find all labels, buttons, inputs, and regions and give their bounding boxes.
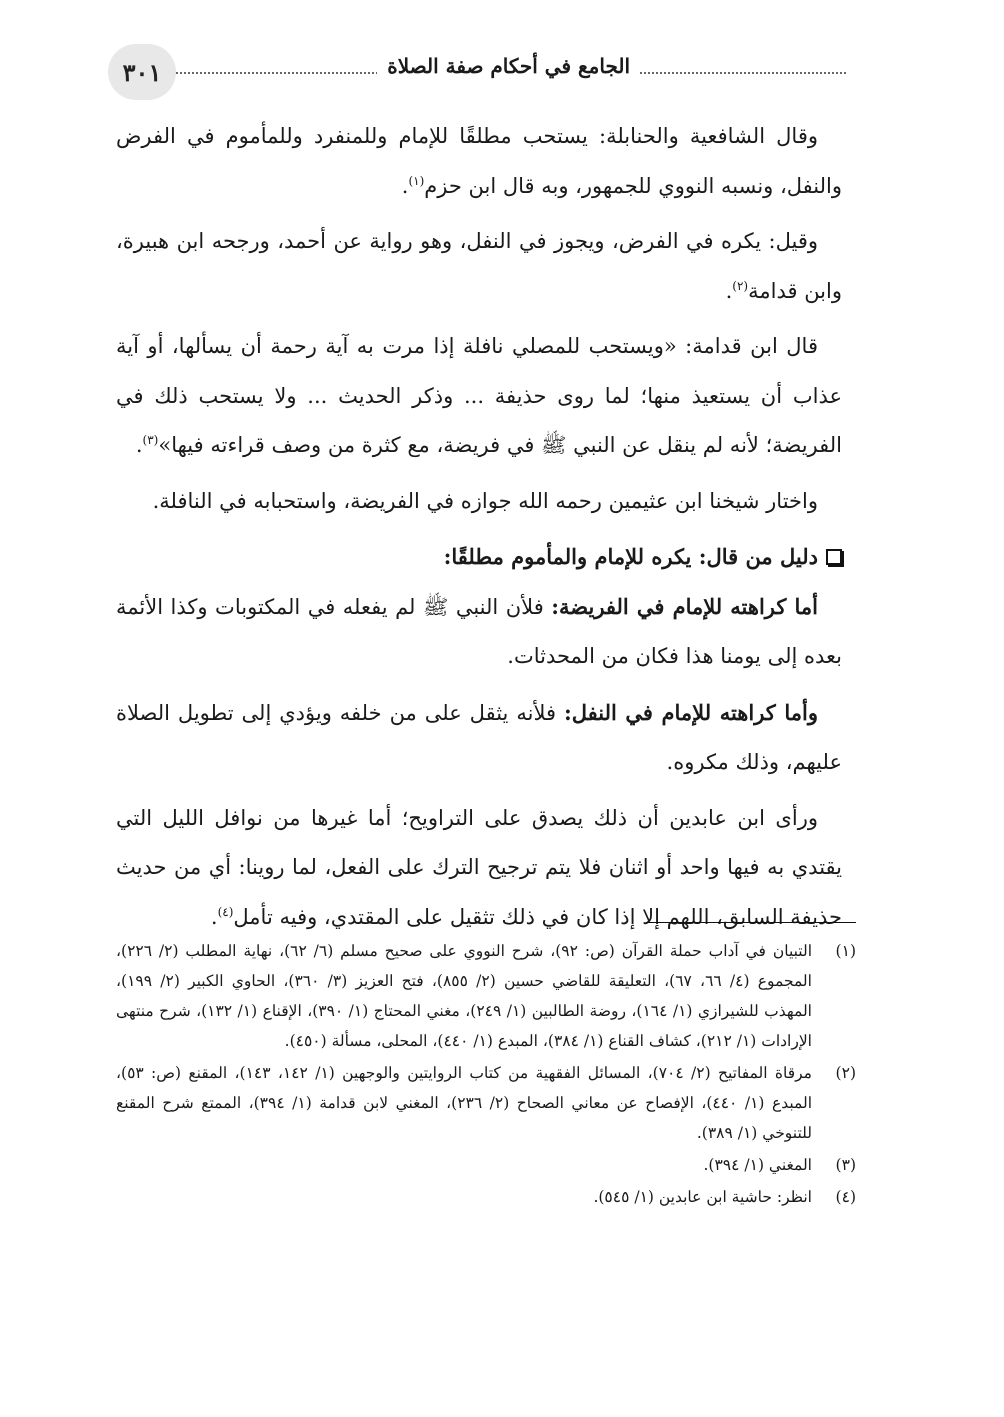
- paragraph-6-lead: وأما كراهته للإمام في النفل:: [563, 699, 818, 725]
- footnote-number: (١): [835, 942, 856, 960]
- page-number: ٣٠١: [108, 44, 176, 100]
- section-heading: دليل من قال: يكره للإمام والمأموم مطلقًا:: [116, 532, 842, 582]
- paragraph-1: وقال الشافعية والحنابلة: يستحب مطلقًا للإمام وللمنفرد وللمأموم في الفرض والنفل، ونسبه النووي للجمهور، وبه قال ابن حزم$^{(١)}$.: [116, 124, 842, 198]
- footnote-text: انظر: حاشية ابن عابدين (١/ ٥٤٥).: [593, 1188, 812, 1206]
- paragraph-2: وقيل: يكره في الفرض، ويجوز في النفل، وهو رواية عن أحمد، ورجحه ابن هبيرة، وابن قدامة$^{(٢)}$.: [116, 229, 842, 303]
- footnote-2: [116, 1058, 856, 1148]
- checkbox-bullet-icon: [826, 549, 842, 565]
- footnote-4: [116, 1182, 856, 1212]
- running-header: [108, 44, 848, 104]
- paragraph-3: قال ابن قدامة: «ويستحب للمصلي نافلة إذا مرت به آية رحمة أن يسألها، أو آية عذاب أن يستعيذ منها؛ لما روى حذيفة ... وذكر الحديث ... ولا يستحب ذلك في الفريضة؛ لأنه لم ينقل عن النبي ﷺ في فريضة، مع كثرة من وصف قراءته فيها»$^{(٣)}$.: [116, 334, 842, 457]
- footnotes: [116, 936, 856, 1214]
- footnote-number: (٤): [835, 1188, 856, 1206]
- footnote-ref-2[interactable]: (٢): [732, 278, 749, 293]
- footnote-1: [116, 936, 856, 1056]
- paragraph-4: واختار شيخنا ابن عثيمين رحمه الله جوازه في الفريضة، واستحبابه في النافلة.: [152, 488, 818, 513]
- footnote-number: (٢): [835, 1064, 856, 1082]
- paragraph-6: وأما كراهته للإمام في النفل: فلأنه يثقل على من خلفه ويؤدي إلى تطويل الصلاة عليهم، وذلك مكروه.: [116, 699, 842, 774]
- footnote-text: المغني (١/ ٣٩٤).: [703, 1156, 812, 1174]
- paragraph-5: أما كراهته للإمام في الفريضة: فلأن النبي ﷺ لم يفعله في المكتوبات وكذا الأئمة بعده إلى يومنا هذا فكان من المحدثات.: [116, 593, 842, 668]
- footnote-separator: [646, 922, 856, 923]
- paragraph-5-lead: أما كراهته للإمام في الفريضة:: [551, 593, 819, 619]
- footnote-text: التبيان في آداب حملة القرآن (ص: ٩٢)، شرح النووي على صحيح مسلم (٦/ ٦٢)، نهاية المطلب (٢/ ٢٢٦)، المجموع (٤/ ٦٦، ٦٧)، التعليقة للقاضي حسين (٢/ ٨٥٥)، فتح العزيز (٣/ ٣٦٠)، الحاوي الكبير (٢/ ١٩٩)، المهذب للشيرازي (١/ ١٦٤)، روضة الطالبين (١/ ٢٤٩)، مغني المحتاج (١/ ٣٩٠)، الإقناع (١/ ١٣٢)، شرح منتهى الإرادات (١/ ٢١٢)، كشاف القناع (١/ ٣٨٤)، المبدع (١/ ٤٤٠)، المحلى، مسألة (٤٥٠).: [116, 942, 813, 1050]
- footnote-ref-3[interactable]: (٣): [142, 433, 159, 447]
- footnote-ref-1[interactable]: (١): [408, 173, 425, 188]
- footnote-3: [116, 1150, 856, 1180]
- book-title: الجامع في أحكام صفة الصلاة: [377, 54, 640, 78]
- footnote-number: (٣): [835, 1156, 856, 1174]
- main-text: [116, 112, 842, 948]
- paragraph-7: ورأى ابن عابدين أن ذلك يصدق على التراويح؛ أما غيرها من نوافل الليل التي يقتدي به فيها واحد أو اثنان فلا يتم ترجيح الترك على الفعل، لما روينا: أي من حديث حذيفة السابق، اللهم إلا إذا كان في ذلك تثقيل على المقتدي، وفيه تأمل$^{(٤)}$.: [116, 805, 842, 929]
- footnote-text: مرقاة المفاتيح (٢/ ٧٠٤)، المسائل الفقهية من كتاب الروايتين والوجهين (١/ ١٤٢، ١٤٣)، المقنع (ص: ٥٣)، المبدع (١/ ٤٤٠)، الإفصاح عن معاني الصحاح (٢/ ٢٣٦)، المغني لابن قدامة (١/ ٣٩٤)، الممتع شرح المقنع للتنوخي (١/ ٣٨٩).: [116, 1064, 812, 1142]
- footnote-ref-4[interactable]: (٤): [217, 904, 234, 919]
